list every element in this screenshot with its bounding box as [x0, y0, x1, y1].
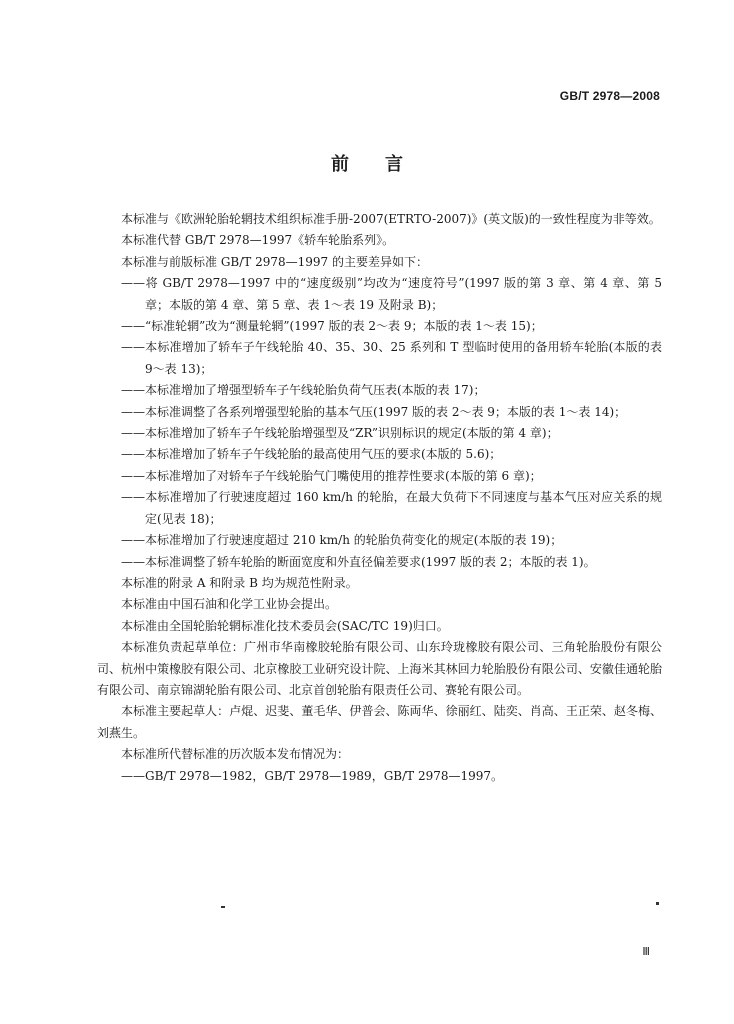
paragraph: 本标准由中国石油和化学工业协会提出。: [121, 597, 338, 612]
paragraph: 本标准的附录 A 和附录 B 均为规范性附录。: [121, 575, 358, 590]
list-item: ——本标准增加了对轿车子午线轮胎气门嘴使用的推荐性要求(本版的第 6 章)；: [121, 468, 542, 483]
paragraph: 本标准所代替标准的历次版本发布情况为：: [121, 747, 350, 762]
list-item: ——“标准轮辋”改为“测量轮辋”(1997 版的表 2～表 9；本版的表 1～表 15)；: [121, 319, 543, 334]
scan-speck: [656, 902, 659, 905]
list-item: ——本标准增加了行驶速度超过 210 km/h 的轮胎负荷变化的规定(本版的表 19)；: [121, 533, 563, 548]
list-item: ——将 GB/T 2978—1997 中的“速度级别”均改为“速度符号”(1997 版的第 3 章、第 4 章、第 5 章；本版的第 4 章、第 5 章、表 1～表 19 及附录 B)；: [121, 276, 662, 312]
paragraph: 本标准由全国轮胎轮辋标准化技术委员会(SAC/TC 19)归口。: [121, 618, 449, 633]
list-item: ——本标准增加了轿车子午线轮胎 40、35、30、25 系列和 T 型临时使用的备用轿车轮胎(本版的表 9～表 13)；: [121, 340, 662, 376]
paragraph: 本标准与《欧洲轮胎轮辋技术组织标准手册-2007(ETRTO-2007)》(英文版)的一致性程度为非等效。: [121, 212, 661, 226]
list-item: ——本标准增加了行驶速度超过 160 km/h 的轮胎，在最大负荷下不同速度与基本气压对应关系的规定(见表 18)；: [121, 490, 662, 526]
scan-speck: [221, 906, 225, 908]
paragraph: 本标准代替 GB/T 2978—1997《轿车轮胎系列》。: [121, 233, 395, 248]
list-item: ——本标准增加了轿车子午线轮胎的最高使用气压的要求(本版的 5.6)；: [121, 447, 502, 462]
list-item: ——本标准调整了各系列增强型轮胎的基本气压(1997 版的表 2～表 9；本版的表 1～表 14)；: [121, 404, 627, 419]
document-body: [97, 209, 662, 787]
paragraph: 本标准负责起草单位：广州市华南橡胶轮胎有限公司、山东玲珑橡胶有限公司、三角轮胎股份有限公司、杭州中策橡胶有限公司、北京橡胶工业研究设计院、上海米其林回力轮胎股份有限公司、安徽佳通轮胎有限公司、南京锦湖轮胎有限公司、北京首创轮胎有限责任公司、赛轮有限公司。: [97, 640, 662, 697]
list-item: ——本标准调整了轿车轮胎的断面宽度和外直径偏差要求(1997 版的表 2；本版的表 1)。: [121, 554, 596, 569]
paragraph: 本标准主要起草人：卢焜、迟斐、董毛华、伊普会、陈両华、徐丽红、陆奕、肖高、王正荣、赵冬梅、刘燕生。: [97, 704, 662, 740]
standard-number: GB/T 2978—2008: [559, 89, 660, 103]
list-item: ——本标准增加了增强型轿车子午线轮胎负荷气压表(本版的表 17)；: [121, 383, 486, 398]
paragraph: 本标准与前版标准 GB/T 2978—1997 的主要差异如下：: [121, 254, 428, 269]
list-item: ——本标准增加了轿车子午线轮胎增强型及“ZR”识别标识的规定(本版的第 4 章)；: [121, 426, 559, 441]
page-number: Ⅲ: [642, 946, 650, 958]
page-title: 前言: [331, 154, 439, 175]
list-item: ——GB/T 2978—1982，GB/T 2978—1989，GB/T 2978—1997。: [121, 768, 504, 783]
